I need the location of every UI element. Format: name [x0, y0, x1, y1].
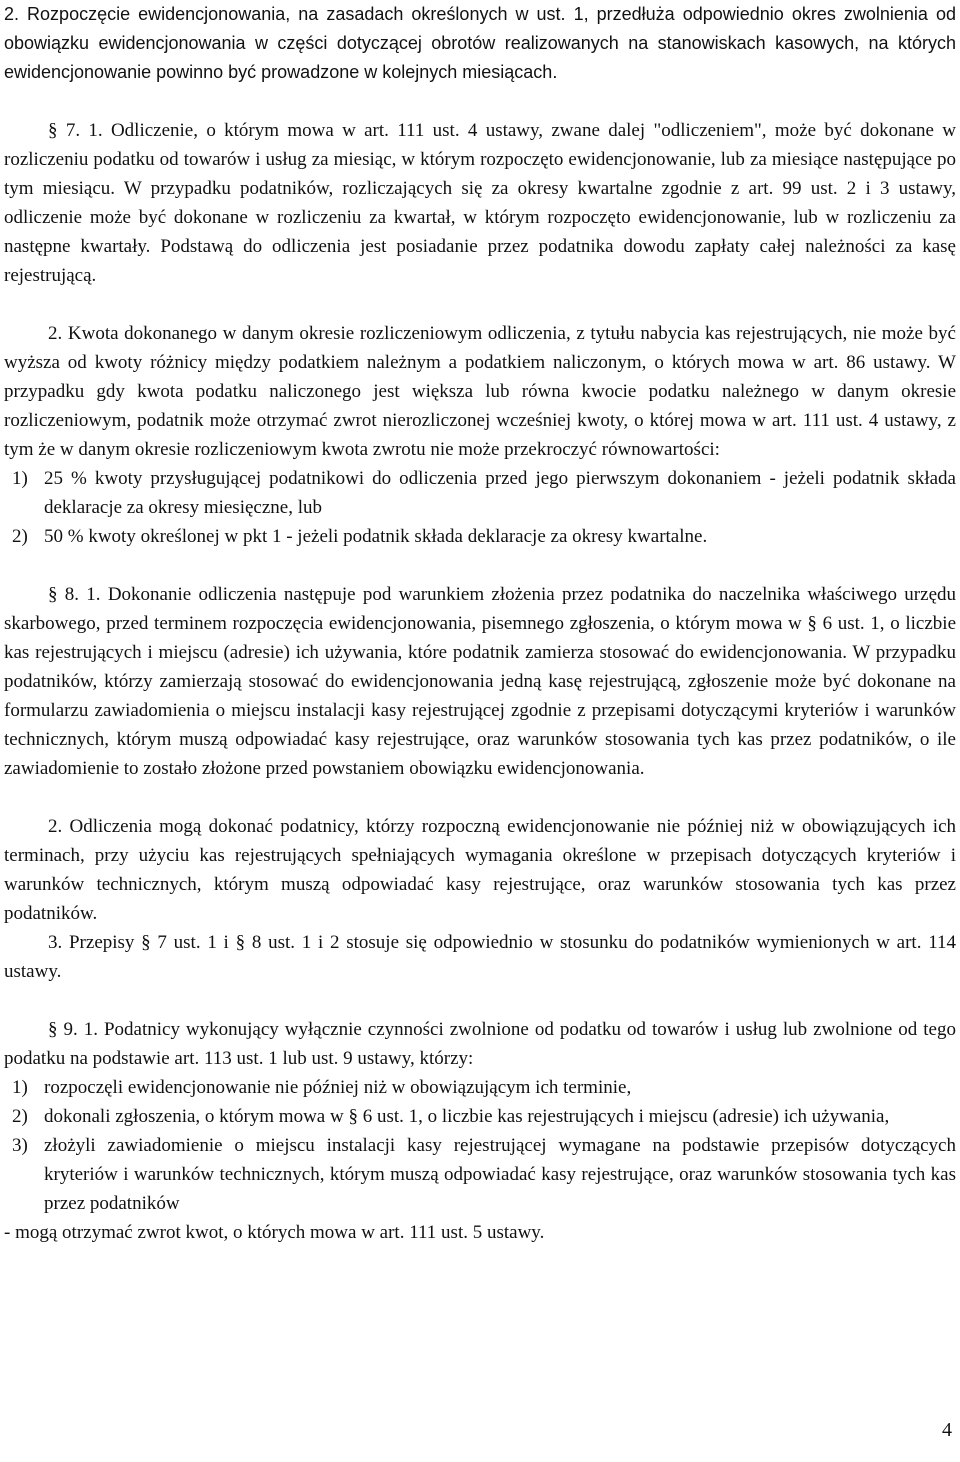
list-item	[4, 464, 956, 522]
list-item-text: dokonali zgłoszenia, o którym mowa w § 6 ust. 1, o liczbie kas rejestrujących i miejscu (adresie) ich używania,	[44, 1106, 890, 1127]
spacer	[4, 986, 956, 1015]
spacer	[4, 87, 956, 116]
spacer	[4, 290, 956, 319]
list-item-number: 3)	[12, 1135, 28, 1156]
list-item-number: 1)	[12, 468, 28, 489]
paragraph-9-1: § 9. 1. Podatnicy wykonujący wyłącznie czynności zwolnione od podatku od towarów i usług lub zwolnione od tego podatku na podstawie art. 113 ust. 1 lub ust. 9 ustawy, którzy:	[4, 1019, 956, 1069]
list-item-text: rozpoczęli ewidencjonowanie nie później niż w obowiązującym ich terminie,	[44, 1077, 632, 1098]
spacer	[4, 551, 956, 580]
list-item	[4, 522, 956, 551]
paragraph-7-2: 2. Kwota dokonanego w danym okresie rozliczeniowym odliczenia, z tytułu nabycia kas rejestrujących, nie może być wyższa od kwoty różnicy między podatkiem należnym a podatkiem naliczonym, o których mowa w art. 86 ustawy. W przypadku gdy kwota podatku naliczonego jest większa lub równa kwocie podatku należnego w danym okresie rozliczeniowym, podatnik może otrzymać zwrot nierozliczonej wcześniej kwoty, o której mowa w art. 111 ust. 4 ustawy, z tym że w danym okresie rozliczeniowym kwota zwrotu nie może przekroczyć równowartości:	[4, 323, 956, 460]
paragraph-8-2: 2. Odliczenia mogą dokonać podatnicy, którzy rozpoczną ewidencjonowanie nie później niż w obowiązujących ich terminach, przy użyciu kas rejestrujących spełniających wymagania określone w przepisach dotyczących kryteriów i warunków technicznych, którym muszą odpowiadać kasy rejestrujące, oraz warunków stosowania tych kas przez podatników.	[4, 816, 956, 924]
list-item-text: złożyli zawiadomienie o miejscu instalacji kasy rejestrującej wymagane na podstawie przepisów dotyczących kryteriów i warunków technicznych, którym muszą odpowiadać kasy rejestrujące, oraz warunków stosowania tych kas przez podatników	[44, 1135, 956, 1214]
paragraph-8-1: § 8. 1. Dokonanie odliczenia następuje pod warunkiem złożenia przez podatnika do naczelnika właściwego urzędu skarbowego, przed terminem rozpoczęcia ewidencjonowania, pisemnego zgłoszenia, o którym mowa w § 6 ust. 1, o liczbie kas rejestrujących i miejscu (adresie) ich używania, które podatnik zamierza stosować do ewidencjonowania. W przypadku podatników, którzy zamierzają stosować do ewidencjonowania jedną kasę rejestrującą, zgłoszenie może być dokonane na formularzu zawiadomienia o miejscu instalacji kasy rejestrującej zgodnie z przepisami dotyczącymi kryteriów i warunków technicznych, którym muszą odpowiadać kasy rejestrujące, oraz warunków stosowania tych kas przez podatników, o ile zawiadomienie to zostało złożone przed powstaniem obowiązku ewidencjonowania.	[4, 584, 956, 779]
page-number: 4	[942, 1419, 952, 1441]
list-item-number: 1)	[12, 1077, 28, 1098]
list-item	[4, 1073, 956, 1102]
spacer	[4, 783, 956, 812]
paragraph-6-2: 2. Rozpoczęcie ewidencjonowania, na zasadach określonych w ust. 1, przedłuża odpowiednio okres zwolnienia od obowiązku ewidencjonowania w części dotyczącej obrotów realizowanych na stanowiskach kasowych, na których ewidencjonowanie powinno być prowadzone w kolejnych miesiącach.	[4, 4, 956, 82]
list-item-text: 25 % kwoty przysługującej podatnikowi do odliczenia przed jego pierwszym dokonaniem - jeżeli podatnik składa deklaracje za okresy miesięczne, lub	[44, 468, 956, 518]
list-item-number: 2)	[12, 526, 28, 547]
list-item-text: 50 % kwoty określonej w pkt 1 - jeżeli podatnik składa deklaracje za okresy kwartalne.	[44, 526, 708, 547]
paragraph-8-3: 3. Przepisy § 7 ust. 1 i § 8 ust. 1 i 2 stosuje się odpowiednio w stosunku do podatników wymienionych w art. 114 ustawy.	[4, 932, 956, 982]
paragraph-7-1: § 7. 1. Odliczenie, o którym mowa w art. 111 ust. 4 ustawy, zwane dalej "odliczeniem", może być dokonane w rozliczeniu podatku od towarów i usług za miesiąc, w którym rozpoczęto ewidencjonowanie, lub za miesiące następujące po tym miesiącu. W przypadku podatników, rozliczających się za okresy kwartalne zgodnie z art. 99 ust. 2 i 3 ustawy, odliczenie może być dokonane w rozliczeniu za kwartał, w którym rozpoczęto ewidencjonowanie, lub w rozliczeniu za następne kwartały. Podstawą do odliczenia jest posiadanie przez podatnika dowodu zapłaty całej należności za kasę rejestrującą.	[4, 120, 956, 286]
list-item-number: 2)	[12, 1106, 28, 1127]
list-item	[4, 1102, 956, 1131]
paragraph-9-closing: - mogą otrzymać zwrot kwot, o których mowa w art. 111 ust. 5 ustawy.	[4, 1222, 545, 1243]
list-item	[4, 1131, 956, 1218]
